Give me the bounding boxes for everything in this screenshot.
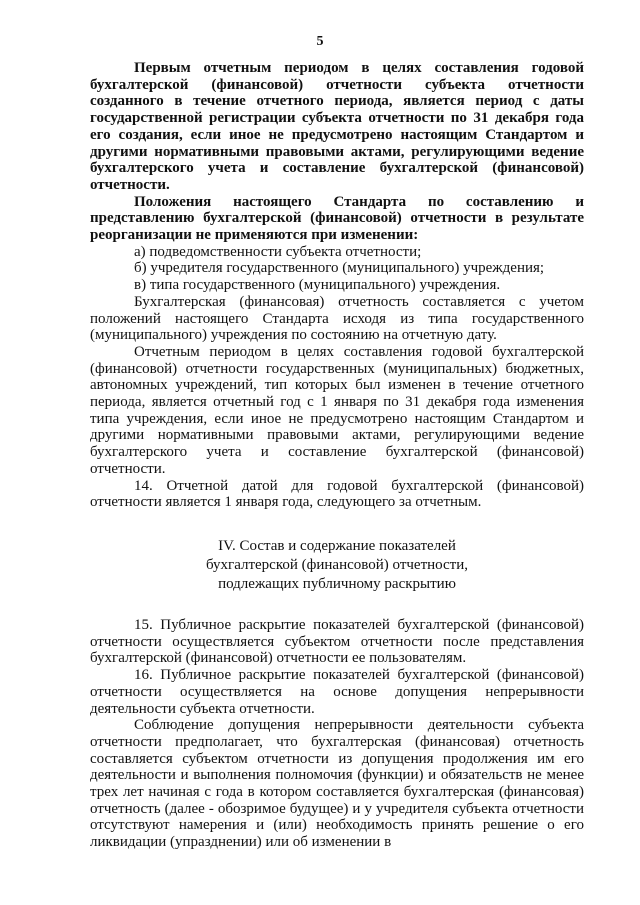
list-item-c: в) типа государственного (муниципального) учреждения. (134, 277, 501, 294)
paragraph-14-reporting-date: 14. Отчетной датой для годовой бухгалтерской (финансовой) отчетности является 1 января года, следующего за отчетным. (90, 477, 584, 511)
paragraph-reorganization-provisions: Положения настоящего Стандарта по составлению и представлению бухгалтерской (финансовой) отчетности в результате реорганизации не применяются при изменении: (90, 193, 584, 244)
section-heading-line-2: бухгалтерской (финансовой) отчетности, (205, 556, 469, 573)
section-heading-line-3: подлежащих публичному раскрытию (218, 575, 456, 592)
list-item-a: а) подведомственности субъекта отчетности; (134, 243, 422, 260)
page-number: 5 (316, 34, 324, 49)
paragraph-type-change-period: Отчетным периодом в целях составления годовой бухгалтерской (финансовой) отчетности государственных (муниципальных) бюджетных, автономных учреждений, тип которых был изменен в течение отчетного периода, является отчетный год с 1 января по 31 декабря года изменения типа учреждения, если иное не предусмотрено настоящим Стандартом и другими нормативными правовыми актами, регулирующими ведение бухгалтерского учета и составление бухгалтерской (финансовой) отчетности. (90, 343, 584, 477)
document-body (90, 60, 584, 851)
section-heading-line-1: IV. Состав и содержание показателей (218, 537, 456, 554)
paragraph-first-reporting-period: Первым отчетным периодом в целях составления годовой бухгалтерской (финансовой) отчетности субъекта отчетности созданного в течение отчетного периода, является период с даты государственной регистрации субъекта отчетности по 31 декабря года его создания, если иное не предусмотрено настоящим Стандартом и другими нормативными правовыми актами, регулирующими ведение бухгалтерского учета и составление бухгалтерской (финансовой) отчетности. (90, 60, 584, 193)
paragraph-16-going-concern: 16. Публичное раскрытие показателей бухгалтерской (финансовой) отчетности осуществляется на основе допущения непрерывности деятельности субъекта отчетности. (90, 667, 584, 717)
section-heading (90, 537, 584, 594)
list-item-b: б) учредителя государственного (муниципального) учреждения; (134, 260, 545, 277)
paragraph-statements-compiled: Бухгалтерская (финансовая) отчетность составляется с учетом положений настоящего Стандарта исходя из типа государственного (муниципального) учреждения по состоянию на отчетную дату. (90, 293, 584, 344)
paragraph-going-concern-details: Соблюдение допущения непрерывности деятельности субъекта отчетности предполагает, что бухгалтерская (финансовая) отчетность составляется субъектом отчетности из допущения продолжения им его деятельности и выполнения полномочия (функции) и обязательств не менее трех лет начиная с года в котором составляется бухгалтерская (финансовая) отчетность (далее - обозримое будущее) и у учредителя субъекта отчетности отсутствуют намерения и (или) необходимость принять решение о его ликвидации (упразднении) или об изменении в (90, 717, 584, 851)
paragraph-15-public-disclosure: 15. Публичное раскрытие показателей бухгалтерской (финансовой) отчетности осуществляется субъектом отчетности после представления бухгалтерской (финансовой) отчетности ее пользователям. (90, 616, 584, 667)
